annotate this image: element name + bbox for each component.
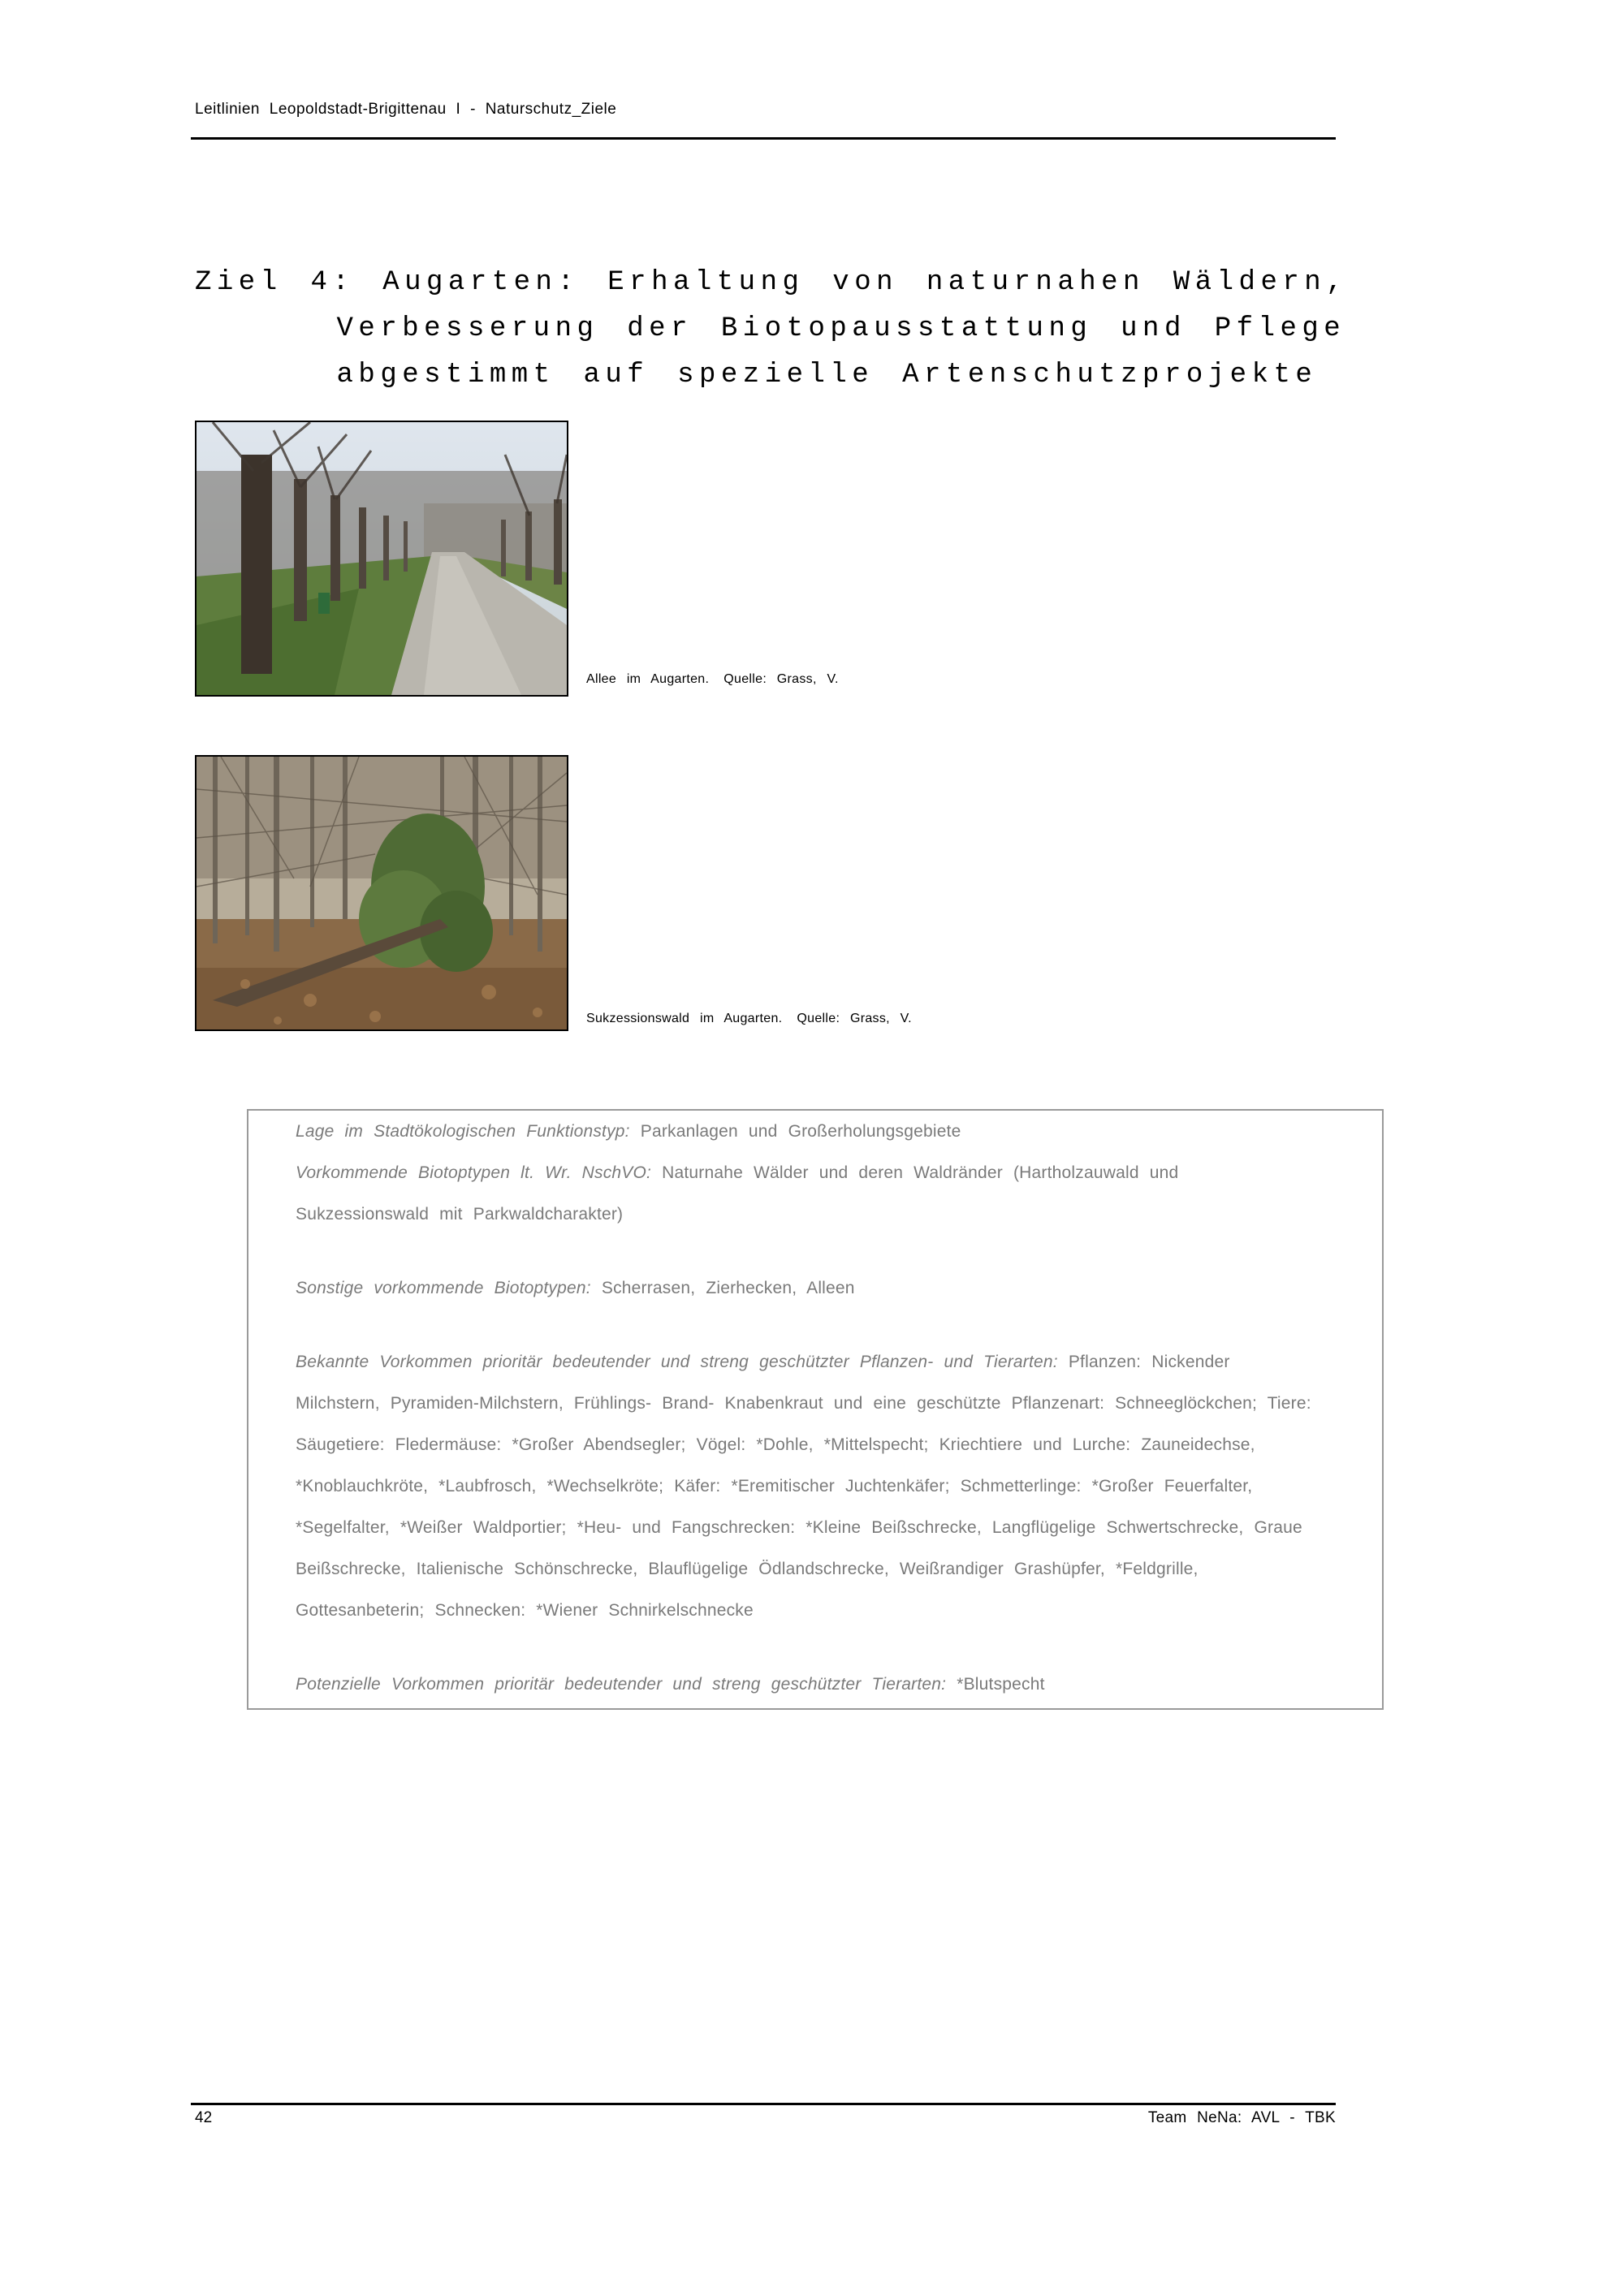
running-header: Leitlinien Leopoldstadt-Brigittenau I - Naturschutz_Ziele xyxy=(195,101,617,118)
footer-team: Team NeNa: AVL - TBK xyxy=(1147,2109,1336,2126)
sonstige-label: Sonstige vorkommende Biotoptypen: xyxy=(296,1279,591,1297)
potenzielle-value: *Blutspecht xyxy=(957,1675,1045,1694)
bekannte-line-1 xyxy=(296,1341,1359,1383)
header-rule xyxy=(191,137,1336,140)
bekannte-value-1: Pflanzen: Nickender xyxy=(1068,1353,1230,1371)
goal-title-line-2: Verbesserung der Biotopausstattung und Pflege xyxy=(336,313,1346,344)
biotop-label: Vorkommende Biotoptypen lt. Wr. NschVO: xyxy=(296,1163,652,1182)
page-number: 42 xyxy=(195,2109,213,2126)
bekannte-line-5: *Segelfalter, *Weißer Waldportier; *Heu- und Fangschrecken: *Kleine Beißschrecke, Langflügelige Schwertschrecke, Graue xyxy=(296,1518,1302,1537)
caption-sukzessionswald-text: Sukzessionswald im Augarten. xyxy=(586,1012,783,1025)
spacer xyxy=(296,1309,1359,1341)
sonstige-value: Scherrasen, Zierhecken, Alleen xyxy=(601,1279,855,1297)
caption-sukzessionswald-source: Quelle: Grass, V. xyxy=(797,1012,912,1025)
caption-allee xyxy=(586,672,839,687)
lage-line xyxy=(296,1111,1359,1152)
goal-title xyxy=(195,260,1348,399)
biotop-value: Naturnahe Wälder und deren Waldränder (Hartholzauwald und xyxy=(662,1163,1179,1182)
potenzielle-line xyxy=(296,1664,1359,1705)
biotop-line-cont: Sukzessionswald mit Parkwaldcharakter) xyxy=(296,1205,624,1224)
footer-rule xyxy=(191,2103,1336,2105)
photo-sukzessionswald xyxy=(195,755,568,1031)
lage-label: Lage im Stadtökologischen Funktionstyp: xyxy=(296,1122,630,1141)
bekannte-line-2: Milchstern, Pyramiden-Milchstern, Frühlings- Brand- Knabenkraut und eine geschützte Pflanzenart: Schneeglöckchen; Tiere: xyxy=(296,1394,1311,1413)
bekannte-line-4: *Knoblauchkröte, *Laubfrosch, *Wechselkröte; Käfer: *Eremitischer Juchtenkäfer; Schmetterlinge: *Großer Feuerfalter, xyxy=(296,1477,1253,1495)
allee-photo-image xyxy=(197,422,567,695)
info-text xyxy=(296,1111,1359,1705)
potenzielle-label: Potenzielle Vorkommen prioritär bedeutender und streng geschützter Tierarten: xyxy=(296,1675,947,1694)
bekannte-line-6: Beißschrecke, Italienische Schönschrecke, Blauflügelige Ödlandschrecke, Weißrandiger Grashüpfer, *Feldgrille, xyxy=(296,1560,1199,1578)
caption-sukzessionswald xyxy=(586,1012,912,1026)
spacer xyxy=(296,1235,1359,1267)
lage-value: Parkanlagen und Großerholungsgebiete xyxy=(640,1122,961,1141)
bekannte-line-7: Gottesanbeterin; Schnecken: *Wiener Schnirkelschnecke xyxy=(296,1601,754,1620)
caption-allee-source: Quelle: Grass, V. xyxy=(723,672,839,686)
info-box xyxy=(247,1109,1384,1710)
bekannte-label: Bekannte Vorkommen prioritär bedeutender und streng geschützter Pflanzen- und Tierarten: xyxy=(296,1353,1058,1371)
bekannte-line-3: Säugetiere: Fledermäuse: *Großer Abendsegler; Vögel: *Dohle, *Mittelspecht; Kriechtiere und Lurche: Zauneidechse, xyxy=(296,1435,1255,1454)
spacer xyxy=(296,1631,1359,1664)
photo-allee xyxy=(195,421,568,697)
goal-title-line-3: abgestimmt auf spezielle Artenschutzprojekte xyxy=(336,360,1318,391)
sukzessionswald-photo-image xyxy=(197,757,567,1029)
goal-title-line-1: Ziel 4: Augarten: Erhaltung von naturnahen Wäldern, xyxy=(195,267,1349,298)
sonstige-line xyxy=(296,1267,1359,1309)
biotop-line xyxy=(296,1152,1359,1193)
caption-allee-text: Allee im Augarten. xyxy=(586,672,710,686)
